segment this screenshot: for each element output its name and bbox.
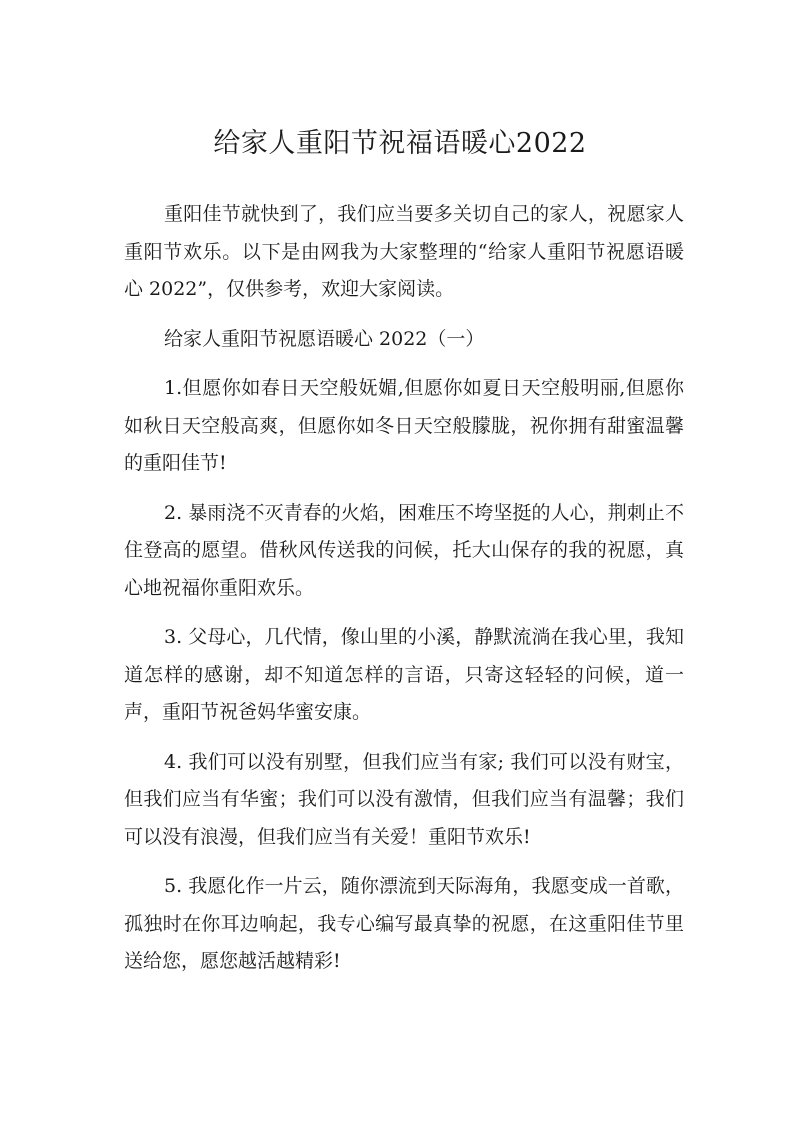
wish-item-3: 3. 父母心，几代情，像山里的小溪，静默流淌在我心里，我知道怎样的感谢，却不知道怎样的言语，只寄这轻轻的问候，道一声，重阳节祝爸妈华蜜安康。 bbox=[124, 626, 684, 723]
section-heading: 给家人重阳节祝愿语暖心 2022（一） bbox=[164, 327, 485, 350]
document-title: 给家人重阳节祝福语暖心2022 bbox=[213, 128, 587, 159]
intro-paragraph: 重阳佳节就快到了，我们应当要多关切自己的家人，祝愿家人重阳节欢乐。以下是由网我为大家整理的“给家人重阳节祝愿语暖心 2022”，仅供参考，欢迎大家阅读。 bbox=[124, 203, 684, 300]
document-body bbox=[124, 196, 684, 993]
wish-item-2: 2. 暴雨浇不灭青春的火焰，困难压不垮坚挺的人心，荆刺止不住登高的愿望。借秋风传送我的问候，托大山保存的我的祝愿，真心地祝福你重阳欢乐。 bbox=[124, 501, 684, 599]
wish-item-1: 1.但愿你如春日天空般妩媚,但愿你如夏日天空般明丽,但愿你如秋日天空般高爽，但愿你如冬日天空般朦胧，祝你拥有甜蜜温馨的重阳佳节! bbox=[124, 377, 684, 474]
wish-item-5: 5. 我愿化作一片云，随你漂流到天际海角，我愿变成一首歌，孤独时在你耳边响起，我专心编写最真挚的祝愿，在这重阳佳节里送给您，愿您越活越精彩! bbox=[124, 875, 684, 972]
wish-item-4: 4. 我们可以没有别墅，但我们应当有家; 我们可以没有财宝，但我们应当有华蜜；我们可以没有激情，但我们应当有温馨；我们可以没有浪漫，但我们应当有关爱！重阳节欢乐! bbox=[124, 750, 684, 848]
